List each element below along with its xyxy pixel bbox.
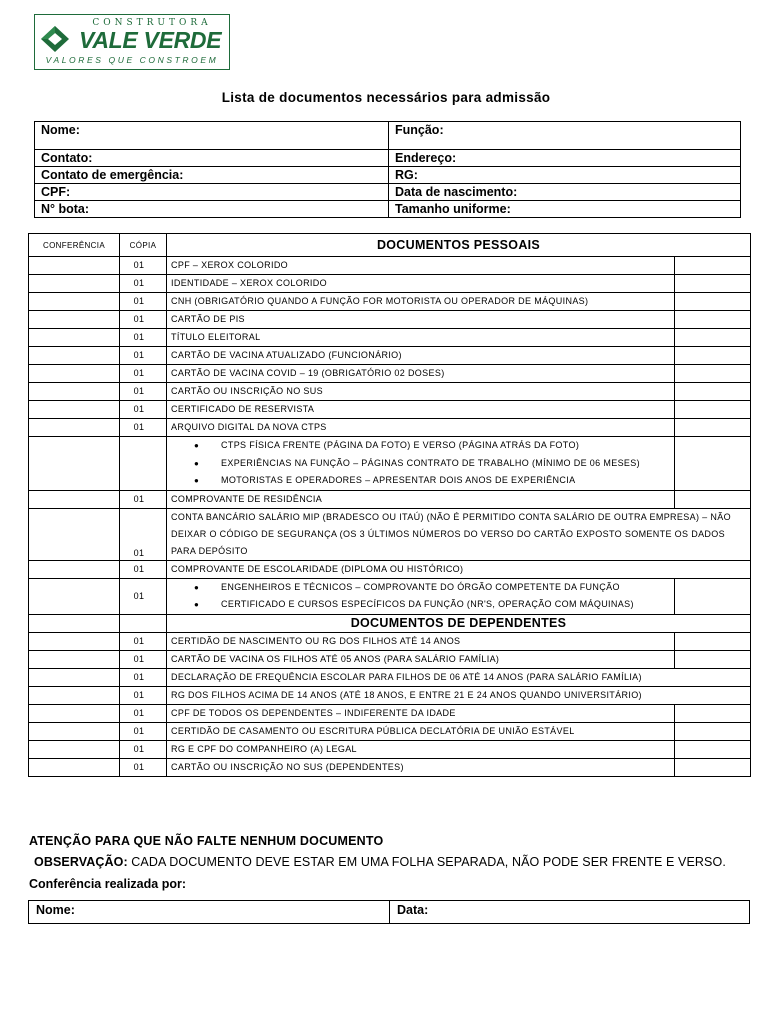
- copy-count: 01: [120, 347, 167, 365]
- check-cell: [675, 722, 751, 740]
- check-cell: [675, 650, 751, 668]
- conferencia-cell: [29, 578, 120, 614]
- check-cell: [675, 365, 751, 383]
- check-cell: [675, 401, 751, 419]
- conferencia-cell: [29, 650, 120, 668]
- document-row: [29, 365, 751, 383]
- copy-count: 01: [120, 490, 167, 508]
- document-row: [29, 508, 751, 560]
- check-cell: [675, 578, 751, 614]
- conference-label: Conferência realizada por:: [29, 877, 186, 891]
- copy-count: 01: [120, 419, 167, 437]
- document-description: CERTIDÃO DE CASAMENTO OU ESCRITURA PÚBLICA DECLATÓRIA DE UNIÃO ESTÁVEL: [167, 722, 675, 740]
- conferencia-cell: [29, 437, 120, 491]
- conferencia-cell: [29, 668, 120, 686]
- bullet-item: [194, 437, 670, 455]
- section-pessoais-header: DOCUMENTOS PESSOAIS: [167, 234, 751, 257]
- document-description: CPF – XEROX COLORIDO: [167, 257, 675, 275]
- info-field: Nome:: [35, 122, 389, 150]
- bullet-item: [194, 472, 670, 490]
- document-row: [29, 722, 751, 740]
- document-description: CARTÃO DE VACINA OS FILHOS ATÉ 05 ANOS (PARA SALÁRIO FAMÍLIA): [167, 650, 675, 668]
- bullet-item: [194, 455, 670, 473]
- copy-count: 01: [120, 740, 167, 758]
- logo-mark-icon: [40, 25, 70, 53]
- copy-count: 01: [120, 632, 167, 650]
- copy-count: 01: [120, 365, 167, 383]
- check-cell: [675, 632, 751, 650]
- observation-note: [34, 855, 726, 869]
- copy-count: 01: [120, 383, 167, 401]
- document-description: DECLARAÇÃO DE FREQUÊNCIA ESCOLAR PARA FILHOS DE 06 ATÉ 14 ANOS (PARA SALÁRIO FAMÍLIA): [167, 668, 751, 686]
- document-row: [29, 257, 751, 275]
- check-cell: [675, 437, 751, 491]
- document-description: RG DOS FILHOS ACIMA DE 14 ANOS (ATÉ 18 ANOS, E ENTRE 21 E 24 ANOS QUANDO UNIVERSITÁRIO): [167, 686, 751, 704]
- logo-line-construtora: CONSTRUTORA: [92, 18, 212, 28]
- conferencia-cell: [29, 257, 120, 275]
- col-conferencia-header: CONFERÊNCIA: [29, 234, 120, 257]
- document-row: [29, 329, 751, 347]
- conferencia-cell: [29, 311, 120, 329]
- conferencia-cell: [29, 740, 120, 758]
- check-cell: [675, 257, 751, 275]
- document-row: [29, 758, 751, 776]
- document-row: [29, 383, 751, 401]
- document-row: [29, 632, 751, 650]
- document-row: [29, 686, 751, 704]
- sign-date-field: Data:: [390, 901, 750, 924]
- employee-info-table: [34, 121, 741, 218]
- copy-count: 01: [120, 578, 167, 614]
- check-cell: [675, 329, 751, 347]
- copy-count: 01: [120, 560, 167, 578]
- document-row: [29, 740, 751, 758]
- sign-name-field: Nome:: [29, 901, 390, 924]
- attention-note: ATENÇÃO PARA QUE NÃO FALTE NENHUM DOCUMENTO: [29, 834, 384, 848]
- copy-count: 01: [120, 329, 167, 347]
- documents-table: [28, 233, 751, 777]
- document-row: [29, 401, 751, 419]
- document-row: [29, 490, 751, 508]
- bullet-list: [171, 437, 670, 490]
- bullet-item: [194, 579, 670, 597]
- check-cell: [675, 758, 751, 776]
- document-row: [29, 704, 751, 722]
- copy-count: 01: [120, 704, 167, 722]
- document-description: CARTÃO DE PIS: [167, 311, 675, 329]
- document-row: [29, 293, 751, 311]
- document-description: CARTÃO OU INSCRIÇÃO NO SUS: [167, 383, 675, 401]
- bullet-list-cell: [167, 578, 675, 614]
- bullet-icon: ●: [194, 476, 200, 485]
- copy-count: [120, 437, 167, 491]
- info-field: Contato de emergência:: [35, 167, 389, 184]
- conferencia-cell: [29, 686, 120, 704]
- company-logo: [34, 14, 230, 70]
- copy-count: 01: [120, 401, 167, 419]
- document-description: TÍTULO ELEITORAL: [167, 329, 675, 347]
- col-copia-header: CÓPIA: [120, 234, 167, 257]
- bullet-list-cell: [167, 437, 675, 491]
- signature-table: [28, 900, 750, 924]
- bullet-item: [194, 596, 670, 614]
- conferencia-cell: [29, 758, 120, 776]
- info-field: Endereço:: [389, 150, 741, 167]
- conferencia-cell: [29, 419, 120, 437]
- bullet-text: EXPERIÊNCIAS NA FUNÇÃO – PÁGINAS CONTRATO DE TRABALHO (MÍNIMO DE 06 MESES): [221, 457, 640, 468]
- info-row: [35, 150, 741, 167]
- check-cell: [675, 419, 751, 437]
- bullet-text: ENGENHEIROS E TÉCNICOS – COMPROVANTE DO ÓRGÃO COMPETENTE DA FUNÇÃO: [221, 581, 620, 592]
- copy-count: 01: [120, 275, 167, 293]
- copy-count: 01: [120, 508, 167, 560]
- info-field: Data de nascimento:: [389, 184, 741, 201]
- info-row: [35, 184, 741, 201]
- copy-count: 01: [120, 311, 167, 329]
- conferencia-cell: [29, 329, 120, 347]
- conferencia-cell: [29, 365, 120, 383]
- bullet-icon: ●: [194, 458, 200, 468]
- observation-text: CADA DOCUMENTO DEVE ESTAR EM UMA FOLHA SEPARADA, NÃO PODE SER FRENTE E VERSO.: [127, 855, 726, 869]
- copy-count: 01: [120, 758, 167, 776]
- document-title: Lista de documentos necessários para admissão: [221, 90, 551, 105]
- conferencia-cell: [29, 275, 120, 293]
- conferencia-cell: [29, 293, 120, 311]
- info-row: [35, 122, 741, 150]
- document-description: CERTIDÃO DE NASCIMENTO OU RG DOS FILHOS ATÉ 14 ANOS: [167, 632, 675, 650]
- check-cell: [675, 311, 751, 329]
- document-description: CARTÃO OU INSCRIÇÃO NO SUS (DEPENDENTES): [167, 758, 675, 776]
- document-row: [29, 419, 751, 437]
- copy-count: 01: [120, 668, 167, 686]
- document-description: ARQUIVO DIGITAL DA NOVA CTPS: [167, 419, 675, 437]
- conferencia-cell: [29, 347, 120, 365]
- logo-tagline: VALORES QUE CONSTROEM: [45, 55, 219, 65]
- document-description: RG E CPF DO COMPANHEIRO (A) LEGAL: [167, 740, 675, 758]
- bullet-text: CTPS FÍSICA FRENTE (PÁGINA DA FOTO) E VERSO (PÁGINA ATRÁS DA FOTO): [221, 440, 580, 450]
- info-field: CPF:: [35, 184, 389, 201]
- document-description: CARTÃO DE VACINA COVID – 19 (OBRIGATÓRIO 02 DOSES): [167, 365, 675, 383]
- info-row: [35, 167, 741, 184]
- check-cell: [675, 740, 751, 758]
- check-cell: [675, 704, 751, 722]
- document-row: [29, 347, 751, 365]
- conferencia-cell: [29, 560, 120, 578]
- document-description: CARTÃO DE VACINA ATUALIZADO (FUNCIONÁRIO): [167, 347, 675, 365]
- info-field: Contato:: [35, 150, 389, 167]
- bullet-text: CERTIFICADO E CURSOS ESPECÍFICOS DA FUNÇÃO (NR'S, OPERAÇÃO COM MÁQUINAS): [221, 599, 634, 609]
- document-description: CERTIFICADO DE RESERVISTA: [167, 401, 675, 419]
- check-cell: [675, 383, 751, 401]
- document-row: [29, 650, 751, 668]
- document-row: [29, 668, 751, 686]
- copy-count: 01: [120, 722, 167, 740]
- bullet-list: [171, 579, 670, 614]
- document-row: [29, 275, 751, 293]
- check-cell: [675, 347, 751, 365]
- document-description: COMPROVANTE DE RESIDÊNCIA: [167, 490, 675, 508]
- conferencia-cell: [29, 490, 120, 508]
- copy-count: 01: [120, 257, 167, 275]
- conferencia-cell: [29, 508, 120, 560]
- conferencia-cell: [29, 722, 120, 740]
- info-field: Tamanho uniforme:: [389, 201, 741, 218]
- section-dependentes-header: DOCUMENTOS DE DEPENDENTES: [167, 614, 751, 632]
- conferencia-cell: [29, 704, 120, 722]
- bullet-row: [29, 437, 751, 491]
- conferencia-cell: [29, 632, 120, 650]
- document-description: COMPROVANTE DE ESCOLARIDADE (DIPLOMA OU HISTÓRICO): [167, 560, 751, 578]
- check-cell: [675, 490, 751, 508]
- document-description: IDENTIDADE – XEROX COLORIDO: [167, 275, 675, 293]
- docs-header-row: [29, 234, 751, 257]
- document-description: CNH (OBRIGATÓRIO QUANDO A FUNÇÃO FOR MOTORISTA OU OPERADOR DE MÁQUINAS): [167, 293, 675, 311]
- conferencia-cell: [29, 401, 120, 419]
- info-field: Função:: [389, 122, 741, 150]
- conferencia-cell: [29, 614, 120, 632]
- conferencia-cell: [29, 383, 120, 401]
- document-description: CPF DE TODOS OS DEPENDENTES – INDIFERENTE DA IDADE: [167, 704, 675, 722]
- bullet-icon: ●: [194, 600, 200, 609]
- copy-count: [120, 614, 167, 632]
- info-field: N° bota:: [35, 201, 389, 218]
- document-row: [29, 560, 751, 578]
- bullet-text: MOTORISTAS E OPERADORES – APRESENTAR DOIS ANOS DE EXPERIÊNCIA: [221, 475, 576, 485]
- document-description: CONTA BANCÁRIO SALÁRIO MIP (BRADESCO OU ITAÚ) (NÃO É PERMITIDO CONTA SALÁRIO DE OUTRA EMPRESA) – NÃO DEIXAR O CÓDIGO DE SEGURANÇA (OS 3 ÚLTIMOS NÚMEROS DO VERSO DO CARTÃO EXPOSTO SOMENTE OS DADOS PARA DEPÓSITO: [167, 508, 751, 560]
- dependentes-header-row: [29, 614, 751, 632]
- bullet-icon: ●: [194, 582, 200, 592]
- copy-count: 01: [120, 650, 167, 668]
- bullet-icon: ●: [194, 441, 200, 450]
- copy-count: 01: [120, 293, 167, 311]
- bullet-row: [29, 578, 751, 614]
- logo-line-vale-verde: VALE VERDE: [79, 27, 222, 53]
- check-cell: [675, 293, 751, 311]
- document-row: [29, 311, 751, 329]
- observation-label: OBSERVAÇÃO:: [34, 855, 128, 869]
- info-field: RG:: [389, 167, 741, 184]
- check-cell: [675, 275, 751, 293]
- info-row: [35, 201, 741, 218]
- copy-count: 01: [120, 686, 167, 704]
